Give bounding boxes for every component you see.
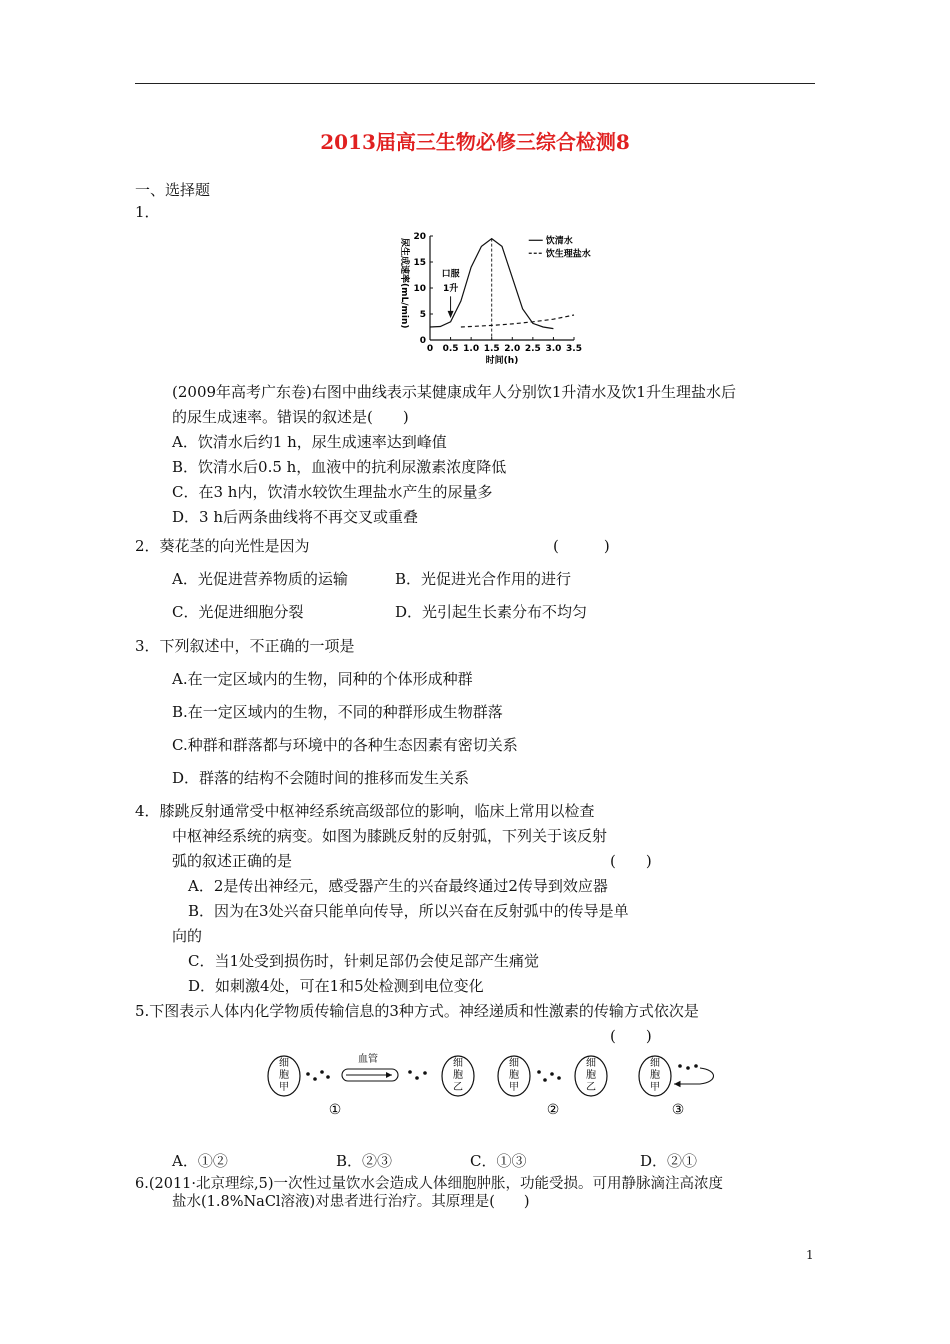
q1-number: 1． [135,203,160,221]
q3-option-a: A.在一定区域内的生物，同种的个体形成种群 [172,670,473,688]
q3-option-b: B.在一定区域内的生物，不同的种群形成生物群落 [172,703,503,721]
q5-stem: 5.下图表示人体内化学物质传输信息的3种方式。神经递质和性激素的传输方式依次是 [135,1002,699,1020]
q4-stem-line3: 弧的叙述正确的是 [172,852,293,870]
series-line-2 [461,315,574,327]
x-tick-label: 1.5 [483,344,500,354]
q4-option-c: C．当1处受到损伤时，针刺足部仍会使足部产生痛觉 [188,952,540,970]
svg-text:胞: 胞 [279,1070,289,1081]
x-tick-label: 2.5 [524,344,541,354]
svg-text:细: 细 [279,1058,289,1069]
annotation-line-2: 1升 [442,284,459,295]
y-axis-label: 尿生成速率(mL/min) [399,238,409,329]
q3-option-d: D．群落的结构不会随时间的推移而发生关系 [172,769,470,787]
q1-option-c: C．在3 h内，饮清水较饮生理盐水产生的尿量多 [172,483,493,501]
q4-stem-line2: 中枢神经系统的病变。如图为膝跳反射的反射弧，下列关于该反射 [172,827,608,845]
diagram-1 [268,1052,474,1118]
svg-text:细: 细 [453,1058,463,1069]
x-tick-label: 1.0 [463,344,480,354]
q6-stem-line1: 6.(2011·北京理综,5)一次性过量饮水会造成人体细胞肿胀，功能受损。可用静脉滴注高浓度 [135,1176,723,1192]
q4-answer-paren: ( ) [610,852,652,870]
page-number: 1 [806,1248,814,1262]
svg-text:胞: 胞 [650,1070,660,1081]
q2-option-d: D．光引起生长素分布不均匀 [395,603,588,621]
q5-option-a: A．①② [172,1152,228,1170]
diagram-1-label: ① [328,1102,342,1118]
q1-stem-line1: (2009年高考广东卷)右图中曲线表示某健康成年人分别饮1升清水及饮1升生理盐水后 [172,383,736,401]
svg-text:甲: 甲 [279,1082,289,1093]
x-tick-label: 2.0 [504,344,521,354]
svg-text:甲: 甲 [509,1082,519,1093]
q3-option-c: C.种群和群落都与环境中的各种生态因素有密切关系 [172,736,518,754]
page-title: 2013届高三生物必修三综合检测8 [320,130,630,154]
q5-answer-paren: ( ) [610,1027,652,1045]
annotation-line-1: 口服 [441,269,460,280]
x-tick-label: 3.5 [566,344,582,354]
vessel-label: 血管 [358,1054,378,1065]
q2-option-b: B．光促进光合作用的进行 [395,570,572,588]
q2-stem: 2．葵花茎的向光性是因为 [135,537,310,555]
section-heading: 一、选择题 [135,181,211,199]
q5-option-d: D．②① [640,1152,698,1170]
y-tick-label: 20 [413,232,426,242]
legend-label-2: 饮生理盐水 [545,249,591,260]
urine-rate-chart [392,224,598,370]
q1-stem-line2: 的尿生成速率。错误的叙述是( ) [172,408,409,426]
x-tick-label: 0.5 [442,344,459,354]
q4-option-d: D．如刺激4处，可在1和5处检测到电位变化 [188,977,484,995]
q2-option-c: C．光促进细胞分裂 [172,603,304,621]
diagram-2-label: ② [546,1102,560,1118]
legend-label-1: 饮清水 [545,236,573,247]
x-axis-label: 时间(h) [485,356,519,366]
q4-option-b: B．因为在3处兴奋只能单向传导，所以兴奋在反射弧中的传导是单 [188,902,629,920]
svg-text:乙: 乙 [586,1082,596,1093]
svg-text:细: 细 [650,1058,660,1069]
svg-text:胞: 胞 [453,1070,463,1081]
q2-option-a: A．光促进营养物质的运输 [172,570,348,588]
q1-option-a: A．饮清水后约1 h，尿生成速率达到峰值 [172,433,447,451]
q1-option-b: B．饮清水后0.5 h，血液中的抗利尿激素浓度降低 [172,458,507,476]
y-tick-label: 15 [413,258,426,268]
svg-text:乙: 乙 [453,1082,463,1093]
diagram-3-label: ③ [671,1102,685,1118]
header-rule [135,83,815,84]
q6-stem-line2: 盐水(1.8%NaCl溶液)对患者进行治疗。其原理是( ) [172,1194,530,1210]
x-tick-label: 0 [426,344,434,354]
y-tick-label: 10 [413,284,426,294]
q5-option-b: B．②③ [336,1152,393,1170]
q3-stem: 3．下列叙述中，不正确的一项是 [135,637,355,655]
svg-text:细: 细 [509,1058,519,1069]
diagram-3 [639,1056,714,1118]
svg-text:胞: 胞 [509,1070,519,1081]
q4-option-a: A．2是传出神经元，感受器产生的兴奋最终通过2传导到效应器 [188,877,608,895]
y-tick-label: 0 [419,336,426,346]
svg-text:细: 细 [586,1058,596,1069]
q4-option-b-cont: 向的 [172,927,203,945]
signal-transmission-diagram [260,1048,720,1122]
x-tick-label: 3.0 [545,344,562,354]
q1-option-d: D．3 h后两条曲线将不再交叉或重叠 [172,508,419,526]
diagram-2 [498,1056,607,1118]
svg-text:甲: 甲 [650,1082,660,1093]
q4-stem-line1: 4．膝跳反射通常受中枢神经系统高级部位的影响，临床上常用以检查 [135,802,595,820]
svg-text:胞: 胞 [586,1070,596,1081]
q5-option-c: C．①③ [470,1152,527,1170]
q2-answer-paren: ( ) [553,537,610,555]
y-tick-label: 5 [419,310,426,320]
